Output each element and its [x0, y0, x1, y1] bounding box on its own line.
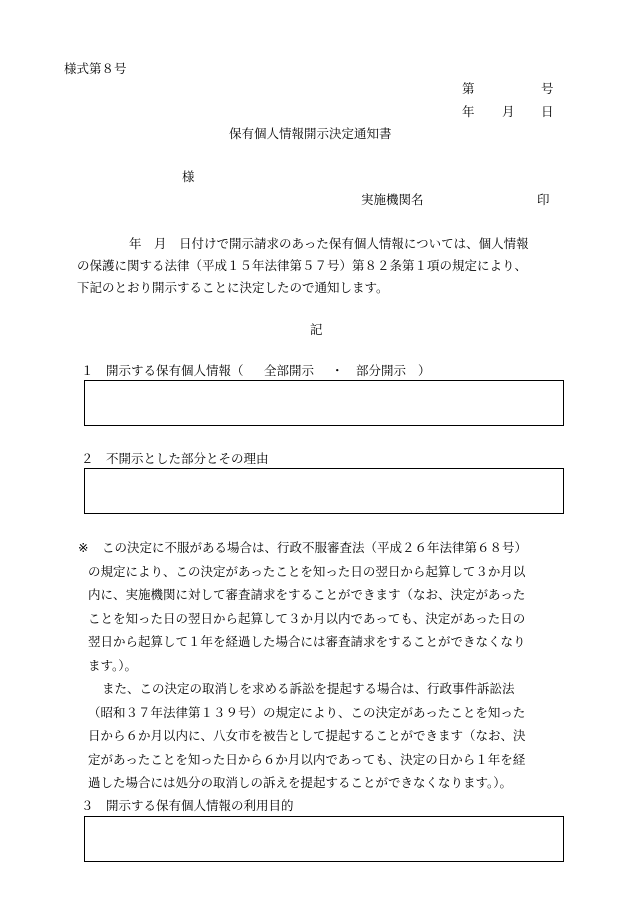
section1-option-dot: ・: [331, 363, 344, 378]
notice-p2-line: （昭和３７年法律第１３９号）の規定により、この決定があったことを知った: [88, 704, 526, 720]
section3-heading: ３ 開示する保有個人情報の利用目的: [81, 798, 294, 813]
notice-p1-line: ことを知った日の翌日から起算して３か月以内であっても、決定があった日の: [88, 610, 526, 626]
notice-p1-line: ます。）。: [88, 657, 138, 673]
section1-content-box: [84, 380, 564, 426]
section2-content-box: [84, 468, 564, 514]
notice-p1-line: の規定により、この決定があったことを知った日の翌日から起算して３か月以: [88, 563, 526, 579]
document-title: 保有個人情報開示決定通知書: [229, 126, 392, 141]
section1-option-all: 全部開示: [264, 363, 315, 378]
notice-p1-line: この決定に不服がある場合は、行政不服審査法（平成２６年法律第６８号）: [102, 540, 528, 555]
notice-p2-line: 日から６か月以内に、八女市を被告として提起することができます（なお、決: [88, 728, 526, 743]
notice-p2-line: 定があったことを知った日から６か月以内であっても、決定の日から１年を経: [88, 751, 526, 767]
section1-close-paren: ）: [418, 363, 431, 378]
ki-label: 記: [310, 322, 323, 337]
notice-paragraph-2: [88, 677, 578, 795]
date-day: 日: [541, 104, 554, 119]
section1-heading: １ 開示する保有個人情報（: [81, 363, 244, 378]
section3-content-box: [84, 816, 564, 862]
intro-line-1: 年 月 日付けで開示請求のあった保有個人情報については、個人情報: [129, 236, 529, 251]
section2-heading: ２ 不開示とした部分とその理由: [81, 451, 269, 466]
doc-number-dai: 第: [462, 81, 475, 96]
notice-mark: ※: [78, 540, 89, 555]
addressee-suffix: 様: [182, 169, 195, 184]
form-number: 様式第８号: [64, 61, 127, 76]
issuer-seal: 印: [537, 192, 550, 207]
doc-number-go: 号: [541, 81, 554, 96]
intro-line-2: の保護に関する法律（平成１５年法律第５７号）第８２条第１項の規定により、: [77, 258, 528, 273]
notice-p1-line: 翌日から起算して１年を経過した場合には審査請求をすることができなくなり: [88, 634, 526, 649]
notice-p1-line: 内に、実施機関に対して審査請求をすることができます（なお、決定があった: [88, 587, 526, 602]
date-year: 年: [462, 104, 475, 119]
notice-paragraph-1: [88, 536, 578, 677]
notice-p2-line: 過した場合には処分の取消しの訴えを提起することができなくなります。）。: [88, 775, 513, 790]
issuer-label: 実施機関名: [361, 192, 424, 207]
intro-line-3: 下記のとおり開示することに決定したので通知します。: [77, 280, 389, 295]
section1-option-part: 部分開示: [356, 363, 407, 378]
notice-p2-line: また、この決定の取消しを求める訴訟を提起する場合は、行政事件訴訟法: [102, 681, 515, 696]
date-month: 月: [502, 104, 515, 119]
